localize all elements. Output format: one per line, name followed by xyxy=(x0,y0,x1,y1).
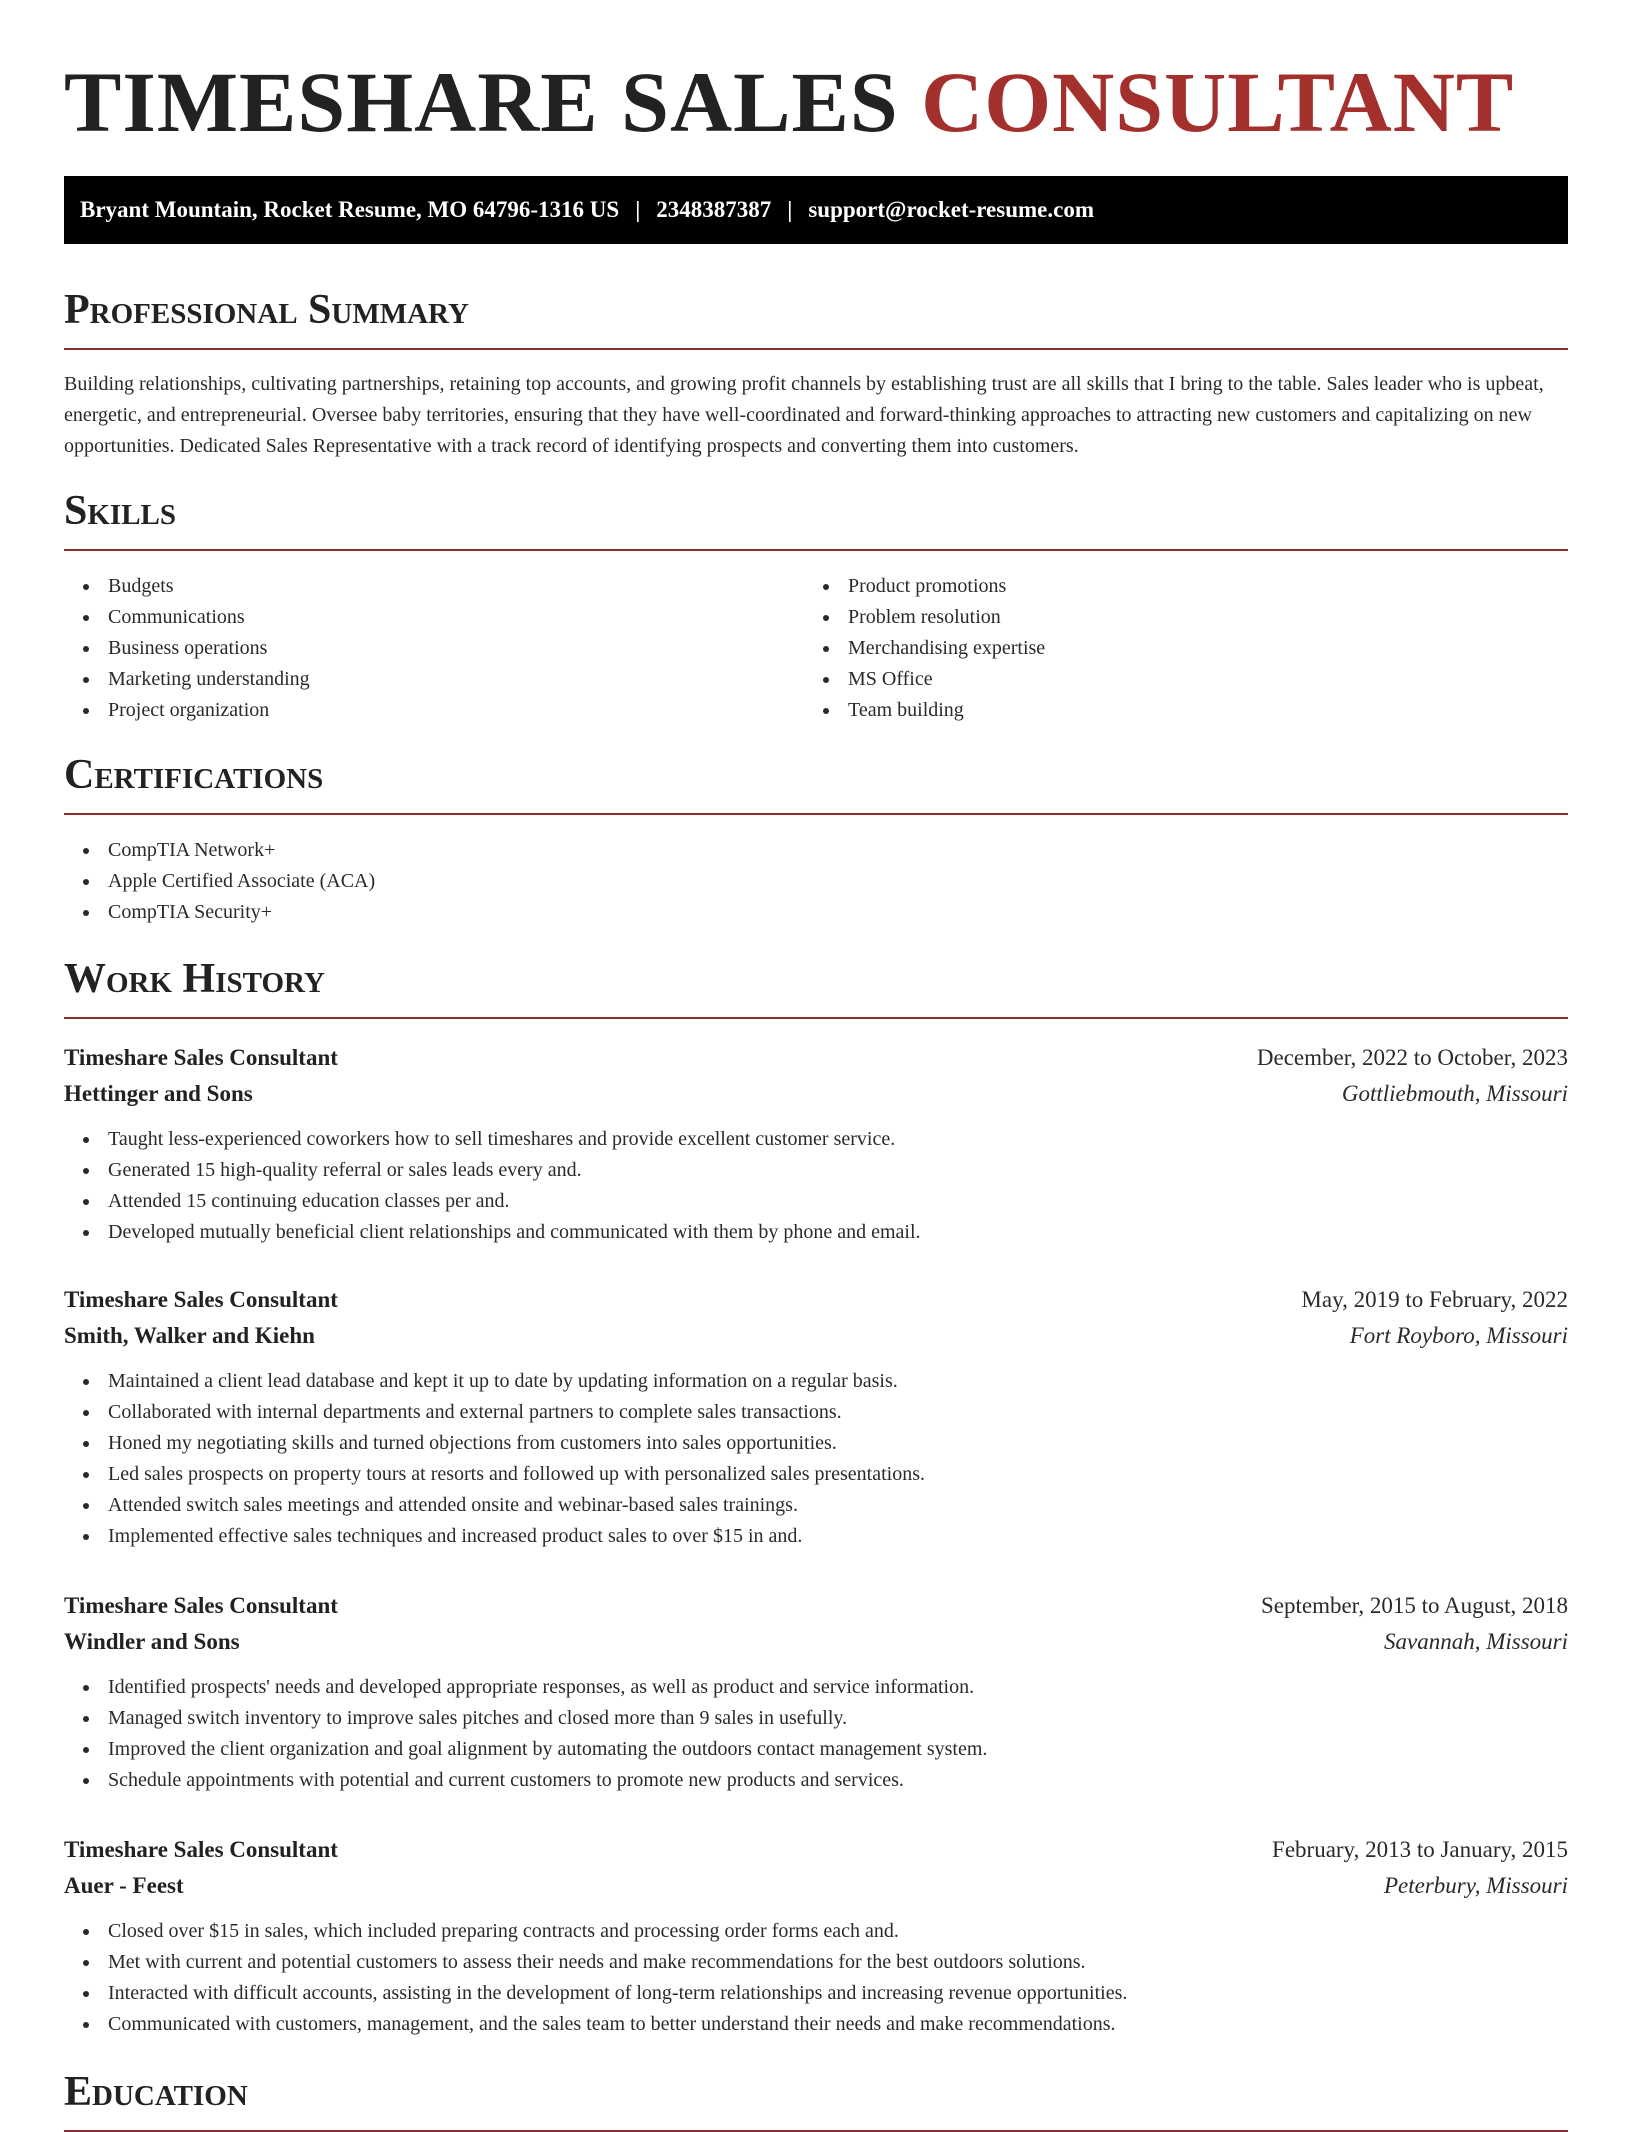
job-duty-item: Developed mutually beneficial client relationships and communicated with them by phone and email. xyxy=(64,1217,1568,1248)
certification-item: Apple Certified Associate (ACA) xyxy=(64,866,375,897)
certification-item: CompTIA Security+ xyxy=(64,897,375,928)
job-duty-item: Schedule appointments with potential and current customers to promote new products and services. xyxy=(64,1765,1568,1796)
job-dates: December, 2022 to October, 2023 xyxy=(1256,1045,1568,1070)
job-duty-item: Closed over $15 in sales, which included preparing contracts and processing order forms each and. xyxy=(64,1916,1568,1947)
job-title: Timeshare Sales Consultant xyxy=(64,1045,338,1070)
job-duty-item: Communicated with customers, management, and the sales team to better understand their needs and make recommendations. xyxy=(64,2009,1568,2040)
skill-item: Merchandising expertise xyxy=(804,633,1045,664)
job-company: Hettinger and Sons xyxy=(64,1081,253,1106)
job-location: Gottliebmouth, Missouri xyxy=(1341,1081,1568,1106)
resume-title xyxy=(64,0,1568,150)
skill-item: Communications xyxy=(64,602,310,633)
job-company: Smith, Walker and Kiehn xyxy=(64,1323,315,1348)
certification-item: CompTIA Network+ xyxy=(64,835,375,866)
job-duty-item: Maintained a client lead database and kept it up to date by updating information on a regular basis. xyxy=(64,1366,1568,1397)
job-duty-item: Identified prospects' needs and developed appropriate responses, as well as product and service information. xyxy=(64,1672,1568,1703)
job-company: Windler and Sons xyxy=(64,1629,240,1654)
job-location: Savannah, Missouri xyxy=(1384,1629,1568,1654)
contact-email: support@rocket-resume.com xyxy=(808,197,1094,222)
contact-bar xyxy=(64,176,1568,244)
title-accent: CONSULTANT xyxy=(921,54,1515,150)
skill-item: Business operations xyxy=(64,633,310,664)
work-history-heading: Work History xyxy=(64,955,1568,1019)
job-title: Timeshare Sales Consultant xyxy=(64,1287,338,1312)
skill-item: Budgets xyxy=(64,571,310,602)
skill-item: Team building xyxy=(804,695,1045,726)
skills-heading: Skills xyxy=(64,487,1568,551)
job-duty-item: Met with current and potential customers to assess their needs and make recommendations for the best outdoors solutions. xyxy=(64,1947,1568,1978)
job-duties-list xyxy=(64,1366,1568,1552)
education-heading: Education xyxy=(64,2068,1568,2132)
skill-item: Problem resolution xyxy=(804,602,1045,633)
summary-text: Building relationships, cultivating partnerships, retaining top accounts, and growing profit channels by establishing trust are all skills that I bring to the table. Sales leader who is upbeat, energetic, and entrepreneurial. Oversee baby territories, ensuring that they have well-coordinated and forward-thinking approaches to attracting new customers and capitalizing on new opportunities. Dedicated Sales Representative with a track record of identifying prospects and converting them into customers. xyxy=(64,373,1544,457)
title-main: TIMESHARE SALES xyxy=(64,54,899,150)
job-duties-list xyxy=(64,1916,1568,2040)
job-location: Fort Royboro, Missouri xyxy=(1349,1323,1568,1348)
resume-page xyxy=(64,0,1568,2115)
job-duty-item: Honed my negotiating skills and turned objections from customers into sales opportunities. xyxy=(64,1428,1568,1459)
job-duty-item: Taught less-experienced coworkers how to sell timeshares and provide excellent customer service. xyxy=(64,1124,1568,1155)
certifications-list xyxy=(64,835,375,928)
contact-phone: 2348387387 xyxy=(656,197,772,222)
job-entry xyxy=(64,1040,1568,1248)
job-entry xyxy=(64,1832,1568,2040)
contact-separator: | xyxy=(787,197,793,222)
job-dates: September, 2015 to August, 2018 xyxy=(1260,1593,1568,1618)
job-duty-item: Managed switch inventory to improve sales pitches and closed more than 9 sales in usefully. xyxy=(64,1703,1568,1734)
job-duty-item: Led sales prospects on property tours at resorts and followed up with personalized sales presentations. xyxy=(64,1459,1568,1490)
skills-list-left xyxy=(64,571,310,726)
summary-heading: Professional Summary xyxy=(64,286,1568,350)
skills-list-right xyxy=(804,571,1045,726)
job-entry xyxy=(64,1282,1568,1552)
contact-address: Bryant Mountain, Rocket Resume, MO 64796-1316 US xyxy=(80,197,620,222)
contact-separator: | xyxy=(635,197,641,222)
job-entry xyxy=(64,1588,1568,1796)
job-duties-list xyxy=(64,1672,1568,1796)
certifications-heading: Certifications xyxy=(64,751,1568,815)
job-duty-item: Improved the client organization and goal alignment by automating the outdoors contact management system. xyxy=(64,1734,1568,1765)
job-duty-item: Attended 15 continuing education classes per and. xyxy=(64,1186,1568,1217)
job-duty-item: Collaborated with internal departments and external partners to complete sales transactions. xyxy=(64,1397,1568,1428)
job-duty-item: Implemented effective sales techniques and increased product sales to over $15 in and. xyxy=(64,1521,1568,1552)
skill-item: Product promotions xyxy=(804,571,1045,602)
job-duties-list xyxy=(64,1124,1568,1248)
job-dates: May, 2019 to February, 2022 xyxy=(1301,1287,1568,1312)
skill-item: MS Office xyxy=(804,664,1045,695)
job-company: Auer - Feest xyxy=(64,1873,184,1898)
job-title: Timeshare Sales Consultant xyxy=(64,1837,338,1862)
job-title: Timeshare Sales Consultant xyxy=(64,1593,338,1618)
job-duty-item: Attended switch sales meetings and attended onsite and webinar-based sales trainings. xyxy=(64,1490,1568,1521)
job-dates: February, 2013 to January, 2015 xyxy=(1272,1837,1568,1862)
job-duty-item: Interacted with difficult accounts, assisting in the development of long-term relationships and increasing revenue opportunities. xyxy=(64,1978,1568,2009)
job-location: Peterbury, Missouri xyxy=(1384,1873,1568,1898)
job-duty-item: Generated 15 high-quality referral or sales leads every and. xyxy=(64,1155,1568,1186)
skill-item: Project organization xyxy=(64,695,310,726)
skill-item: Marketing understanding xyxy=(64,664,310,695)
